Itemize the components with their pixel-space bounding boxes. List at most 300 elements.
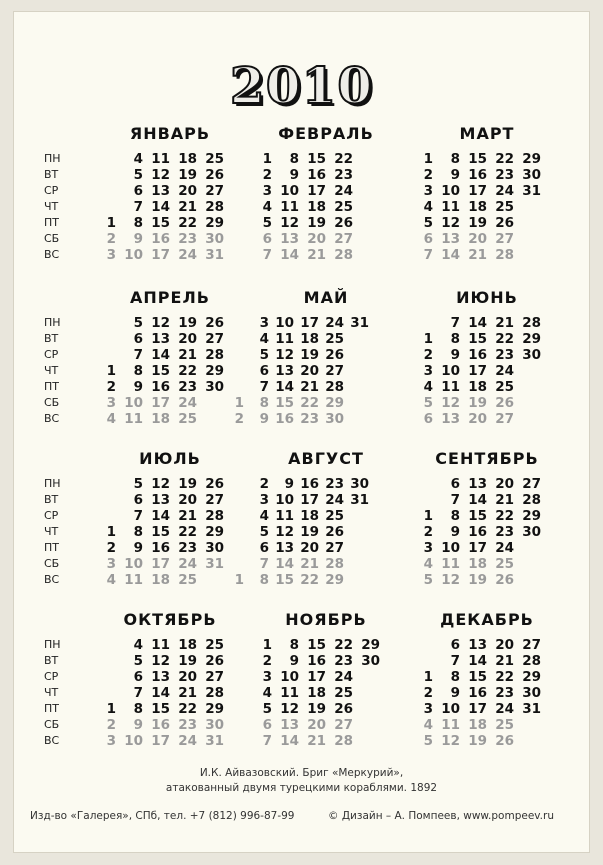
day-number: 24: [495, 183, 514, 199]
day-number: 10: [275, 492, 294, 508]
day-number: 16: [468, 167, 487, 183]
day-number: 6: [423, 411, 433, 427]
day-number: 27: [495, 411, 514, 427]
day-number: 3: [423, 540, 433, 556]
day-number: 26: [334, 701, 353, 717]
day-number: 15: [307, 151, 326, 167]
day-number: 5: [262, 215, 272, 231]
day-number: 2: [262, 653, 272, 669]
weekday-label: ВТ: [44, 654, 59, 667]
day-number: 4: [259, 331, 269, 347]
day-number: 17: [468, 183, 487, 199]
day-number: 28: [205, 347, 224, 363]
day-number: 31: [205, 247, 224, 263]
day-number: 11: [441, 717, 460, 733]
day-number: 30: [522, 347, 541, 363]
day-number: 8: [450, 151, 460, 167]
day-number: 27: [205, 669, 224, 685]
day-number: 1: [106, 701, 116, 717]
day-number: 14: [151, 347, 170, 363]
publisher-info: Изд-во «Галерея», СПб, тел. +7 (812) 996-87-99: [30, 810, 295, 822]
day-number: 21: [178, 685, 197, 701]
month-name: ДЕКАБРЬ: [440, 610, 534, 629]
day-number: 11: [280, 199, 299, 215]
day-number: 2: [423, 685, 433, 701]
day-number: 21: [178, 199, 197, 215]
day-number: 1: [423, 508, 433, 524]
day-number: 24: [178, 556, 197, 572]
day-number: 5: [423, 733, 433, 749]
weekday-label: СБ: [44, 557, 60, 570]
day-number: 25: [495, 199, 514, 215]
day-number: 10: [124, 556, 143, 572]
day-number: 24: [325, 315, 344, 331]
day-number: 12: [275, 347, 294, 363]
day-number: 1: [106, 524, 116, 540]
day-number: 7: [133, 199, 143, 215]
day-number: 26: [495, 395, 514, 411]
design-credit: © Дизайн – А. Помпеев, www.pompeev.ru: [328, 810, 554, 822]
day-number: 21: [307, 247, 326, 263]
day-number: 15: [275, 572, 294, 588]
day-number: 3: [106, 556, 116, 572]
day-number: 12: [441, 572, 460, 588]
day-number: 9: [450, 685, 460, 701]
day-number: 19: [307, 701, 326, 717]
day-number: 27: [205, 183, 224, 199]
day-number: 5: [133, 167, 143, 183]
day-number: 23: [178, 231, 197, 247]
day-number: 7: [133, 685, 143, 701]
day-number: 17: [300, 315, 319, 331]
day-number: 3: [423, 363, 433, 379]
day-number: 8: [133, 701, 143, 717]
day-number: 14: [468, 653, 487, 669]
day-number: 13: [441, 231, 460, 247]
day-number: 23: [178, 540, 197, 556]
day-number: 2: [423, 347, 433, 363]
day-number: 20: [178, 183, 197, 199]
day-number: 2: [259, 476, 269, 492]
day-number: 14: [468, 315, 487, 331]
weekday-label: ПН: [44, 638, 61, 651]
day-number: 26: [205, 476, 224, 492]
day-number: 4: [262, 199, 272, 215]
day-number: 12: [151, 653, 170, 669]
day-number: 26: [205, 653, 224, 669]
day-number: 18: [151, 572, 170, 588]
weekday-label: ПН: [44, 316, 61, 329]
day-number: 19: [178, 653, 197, 669]
day-number: 6: [133, 669, 143, 685]
day-number: 26: [495, 215, 514, 231]
day-number: 7: [450, 315, 460, 331]
day-number: 19: [300, 524, 319, 540]
day-number: 24: [325, 492, 344, 508]
day-number: 24: [495, 540, 514, 556]
day-number: 21: [495, 653, 514, 669]
day-number: 22: [334, 637, 353, 653]
day-number: 29: [325, 395, 344, 411]
weekday-labels: [44, 315, 74, 427]
day-number: 12: [280, 701, 299, 717]
calendar-card: [14, 12, 589, 852]
weekday-label: ПТ: [44, 702, 59, 715]
day-number: 22: [300, 395, 319, 411]
day-number: 30: [361, 653, 380, 669]
day-number: 2: [106, 540, 116, 556]
day-number: 19: [178, 315, 197, 331]
day-number: 30: [205, 540, 224, 556]
day-number: 16: [151, 231, 170, 247]
day-number: 14: [280, 247, 299, 263]
day-number: 1: [423, 331, 433, 347]
day-number: 5: [423, 215, 433, 231]
day-number: 13: [280, 717, 299, 733]
day-number: 11: [441, 556, 460, 572]
day-number: 18: [178, 151, 197, 167]
weekday-label: СБ: [44, 396, 60, 409]
day-number: 21: [178, 347, 197, 363]
day-number: 6: [423, 231, 433, 247]
day-number: 13: [468, 637, 487, 653]
day-number: 27: [325, 363, 344, 379]
day-number: 4: [423, 556, 433, 572]
day-number: 23: [178, 717, 197, 733]
day-number: 8: [133, 215, 143, 231]
day-number: 20: [300, 363, 319, 379]
day-number: 17: [151, 247, 170, 263]
day-number: 16: [275, 411, 294, 427]
day-number: 8: [289, 151, 299, 167]
day-number: 22: [495, 151, 514, 167]
day-number: 17: [468, 701, 487, 717]
day-number: 20: [468, 231, 487, 247]
day-number: 15: [468, 151, 487, 167]
day-number: 15: [468, 669, 487, 685]
day-number: 13: [468, 476, 487, 492]
day-number: 13: [441, 411, 460, 427]
day-number: 30: [522, 167, 541, 183]
day-number: 22: [495, 669, 514, 685]
weekday-label: ВС: [44, 573, 60, 586]
day-number: 10: [441, 540, 460, 556]
weekday-label: СР: [44, 670, 59, 683]
weekday-label: СР: [44, 348, 59, 361]
day-number: 2: [106, 379, 116, 395]
day-number: 27: [334, 717, 353, 733]
day-number: 6: [262, 231, 272, 247]
day-number: 26: [205, 315, 224, 331]
day-number: 19: [468, 215, 487, 231]
day-number: 9: [133, 540, 143, 556]
day-number: 18: [468, 717, 487, 733]
day-number: 5: [423, 395, 433, 411]
day-number: 17: [151, 556, 170, 572]
weekday-label: ВТ: [44, 332, 59, 345]
day-number: 20: [495, 637, 514, 653]
day-number: 31: [205, 733, 224, 749]
weekday-label: ВС: [44, 412, 60, 425]
day-number: 30: [205, 231, 224, 247]
day-number: 29: [361, 637, 380, 653]
artwork-credit-line-1: И.К. Айвазовский. Бриг «Меркурий»,: [199, 767, 404, 779]
month-name: ФЕВРАЛЬ: [278, 124, 374, 143]
day-number: 25: [334, 685, 353, 701]
day-number: 12: [441, 215, 460, 231]
weekday-label: СР: [44, 509, 59, 522]
day-number: 27: [522, 476, 541, 492]
month-name: ИЮЛЬ: [139, 449, 201, 468]
day-number: 4: [423, 717, 433, 733]
day-number: 7: [259, 379, 269, 395]
day-number: 22: [334, 151, 353, 167]
day-number: 31: [350, 315, 369, 331]
month-name: СЕНТЯБРЬ: [435, 449, 539, 468]
day-number: 17: [468, 363, 487, 379]
day-number: 30: [522, 685, 541, 701]
day-number: 23: [495, 347, 514, 363]
day-number: 26: [205, 167, 224, 183]
weekday-label: ВТ: [44, 168, 59, 181]
day-number: 6: [259, 540, 269, 556]
day-number: 8: [133, 363, 143, 379]
day-number: 17: [300, 492, 319, 508]
day-number: 23: [495, 524, 514, 540]
day-number: 19: [307, 215, 326, 231]
day-number: 1: [106, 363, 116, 379]
day-number: 4: [423, 379, 433, 395]
day-number: 21: [495, 315, 514, 331]
day-number: 30: [205, 717, 224, 733]
day-number: 17: [307, 183, 326, 199]
day-number: 20: [468, 411, 487, 427]
month-name: ИЮНЬ: [456, 288, 518, 307]
day-number: 29: [522, 331, 541, 347]
day-number: 28: [334, 247, 353, 263]
day-number: 5: [133, 653, 143, 669]
day-number: 25: [495, 556, 514, 572]
day-number: 25: [205, 151, 224, 167]
day-number: 1: [234, 395, 244, 411]
day-number: 14: [151, 685, 170, 701]
day-number: 2: [106, 717, 116, 733]
day-number: 29: [205, 701, 224, 717]
month-name: ОКТЯБРЬ: [123, 610, 217, 629]
day-number: 3: [106, 733, 116, 749]
day-number: 7: [262, 733, 272, 749]
day-number: 1: [423, 151, 433, 167]
day-number: 20: [178, 492, 197, 508]
day-number: 18: [468, 556, 487, 572]
day-number: 1: [106, 215, 116, 231]
day-number: 16: [307, 653, 326, 669]
day-number: 15: [151, 215, 170, 231]
day-number: 20: [178, 331, 197, 347]
day-number: 28: [205, 508, 224, 524]
day-number: 21: [178, 508, 197, 524]
day-number: 9: [284, 476, 294, 492]
day-number: 28: [334, 733, 353, 749]
month-name: АВГУСТ: [288, 449, 364, 468]
day-number: 30: [205, 379, 224, 395]
day-number: 22: [178, 524, 197, 540]
weekday-label: ПТ: [44, 541, 59, 554]
day-number: 13: [151, 183, 170, 199]
day-number: 7: [423, 247, 433, 263]
weekday-label: ЧТ: [44, 525, 59, 538]
day-number: 18: [151, 411, 170, 427]
weekday-labels: [44, 637, 74, 749]
day-number: 29: [522, 669, 541, 685]
day-number: 15: [468, 508, 487, 524]
day-number: 27: [205, 331, 224, 347]
day-number: 30: [522, 524, 541, 540]
day-number: 8: [133, 524, 143, 540]
day-number: 28: [205, 685, 224, 701]
weekday-label: ЧТ: [44, 686, 59, 699]
day-number: 9: [259, 411, 269, 427]
day-number: 4: [133, 637, 143, 653]
day-number: 29: [205, 524, 224, 540]
day-number: 2: [106, 231, 116, 247]
day-number: 24: [334, 183, 353, 199]
day-number: 23: [334, 167, 353, 183]
day-number: 6: [450, 637, 460, 653]
day-number: 19: [468, 733, 487, 749]
day-number: 6: [450, 476, 460, 492]
weekday-label: ПН: [44, 152, 61, 165]
day-number: 16: [468, 685, 487, 701]
artwork-credit-line-2: атакованный двумя турецкими кораблями. 1892: [165, 782, 438, 794]
day-number: 23: [325, 476, 344, 492]
day-number: 4: [133, 151, 143, 167]
day-number: 6: [259, 363, 269, 379]
day-number: 5: [262, 701, 272, 717]
day-number: 1: [423, 669, 433, 685]
day-number: 7: [259, 556, 269, 572]
day-number: 9: [289, 167, 299, 183]
day-number: 20: [307, 231, 326, 247]
day-number: 9: [133, 717, 143, 733]
day-number: 21: [300, 379, 319, 395]
day-number: 25: [325, 331, 344, 347]
day-number: 15: [468, 331, 487, 347]
day-number: 4: [106, 572, 116, 588]
day-number: 5: [133, 315, 143, 331]
day-number: 19: [468, 395, 487, 411]
day-number: 2: [234, 411, 244, 427]
day-number: 3: [259, 492, 269, 508]
day-number: 4: [106, 411, 116, 427]
day-number: 16: [468, 524, 487, 540]
weekday-label: ПН: [44, 477, 61, 490]
day-number: 26: [325, 347, 344, 363]
day-number: 27: [205, 492, 224, 508]
day-number: 13: [275, 540, 294, 556]
day-number: 9: [450, 167, 460, 183]
day-number: 22: [178, 701, 197, 717]
day-number: 29: [205, 215, 224, 231]
day-number: 23: [334, 653, 353, 669]
day-number: 13: [275, 363, 294, 379]
day-number: 4: [262, 685, 272, 701]
day-number: 16: [300, 476, 319, 492]
day-number: 22: [300, 572, 319, 588]
day-number: 12: [275, 524, 294, 540]
day-number: 20: [178, 669, 197, 685]
day-number: 28: [205, 199, 224, 215]
day-number: 9: [133, 379, 143, 395]
day-number: 17: [468, 540, 487, 556]
day-number: 22: [178, 215, 197, 231]
day-number: 30: [350, 476, 369, 492]
day-number: 22: [495, 508, 514, 524]
day-number: 27: [325, 540, 344, 556]
day-number: 21: [468, 247, 487, 263]
day-number: 27: [495, 231, 514, 247]
day-number: 7: [450, 492, 460, 508]
day-number: 26: [495, 572, 514, 588]
day-number: 9: [289, 653, 299, 669]
day-number: 28: [522, 492, 541, 508]
day-number: 18: [307, 685, 326, 701]
day-number: 22: [495, 331, 514, 347]
day-number: 26: [334, 215, 353, 231]
day-number: 7: [262, 247, 272, 263]
day-number: 29: [522, 508, 541, 524]
day-number: 1: [262, 151, 272, 167]
day-number: 11: [280, 685, 299, 701]
day-number: 9: [450, 524, 460, 540]
weekday-label: ЧТ: [44, 200, 59, 213]
day-number: 8: [289, 637, 299, 653]
day-number: 11: [124, 572, 143, 588]
day-number: 4: [423, 199, 433, 215]
day-number: 27: [522, 637, 541, 653]
day-number: 3: [423, 701, 433, 717]
weekday-label: СР: [44, 184, 59, 197]
weekday-labels: [44, 151, 74, 263]
day-number: 12: [280, 215, 299, 231]
weekday-labels: [44, 476, 74, 588]
day-number: 16: [151, 717, 170, 733]
day-number: 10: [124, 247, 143, 263]
day-number: 11: [151, 151, 170, 167]
day-number: 28: [495, 247, 514, 263]
day-number: 3: [262, 669, 272, 685]
day-number: 14: [441, 247, 460, 263]
day-number: 10: [280, 183, 299, 199]
day-number: 9: [133, 231, 143, 247]
day-number: 16: [151, 379, 170, 395]
day-number: 9: [450, 347, 460, 363]
day-number: 25: [178, 411, 197, 427]
day-number: 17: [151, 395, 170, 411]
day-number: 25: [205, 637, 224, 653]
day-number: 24: [495, 701, 514, 717]
day-number: 23: [178, 379, 197, 395]
day-number: 5: [423, 572, 433, 588]
day-number: 20: [495, 476, 514, 492]
month-name: ЯНВАРЬ: [129, 124, 211, 143]
day-number: 11: [124, 411, 143, 427]
day-number: 14: [468, 492, 487, 508]
day-number: 12: [151, 167, 170, 183]
day-number: 27: [334, 231, 353, 247]
day-number: 15: [275, 395, 294, 411]
day-number: 15: [151, 363, 170, 379]
